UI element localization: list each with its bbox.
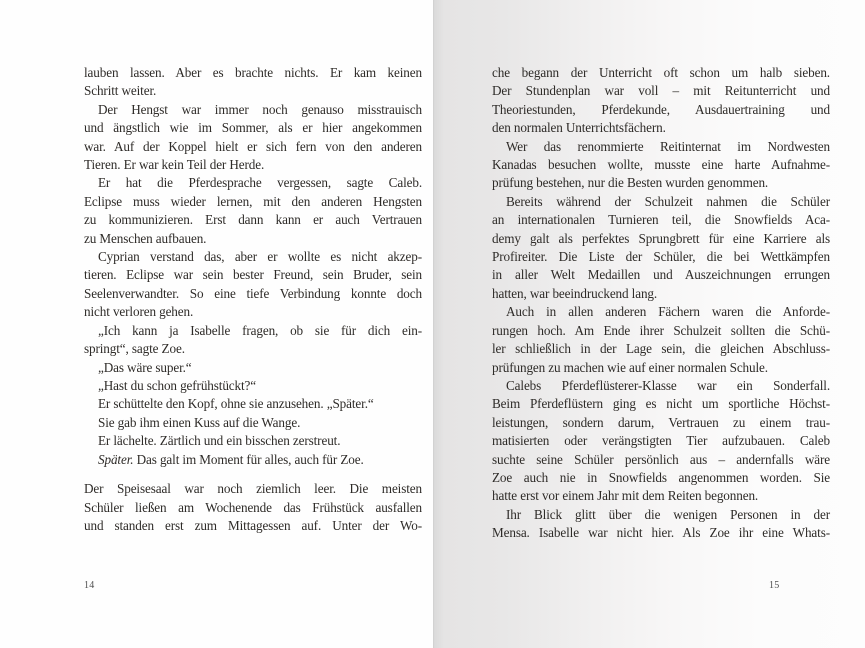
paragraph xyxy=(84,480,422,535)
text-line: Kanadas besuchen wollte, musste eine harte Aufnahme- xyxy=(492,157,830,173)
text-line: hatte erst vor einem Jahr mit dem Reiten begonnen. xyxy=(492,488,759,504)
text-line: che begann der Unterricht oft schon um halb sieben. xyxy=(492,65,830,80)
paragraph xyxy=(84,64,422,101)
right-page-text-block xyxy=(492,64,830,543)
paragraph xyxy=(492,193,830,303)
text-line: hatten, war beeindruckend lang. xyxy=(492,285,658,301)
text-line: tieren. Eclipse war sein bester Freund, sein Bruder, sein xyxy=(84,267,422,283)
text-line: „Das wäre super.“ xyxy=(98,359,192,375)
paragraph xyxy=(84,377,422,395)
text-line: Er lächelte. Zärtlich und ein bisschen zerstreut. xyxy=(98,433,341,449)
text-line: lauben lassen. Aber es brachte nichts. Er kam keinen xyxy=(84,65,422,80)
text-line: „Ich kann ja Isabelle fragen, ob sie für dich ein- xyxy=(98,322,422,338)
text-line: Er schüttelte den Kopf, ohne sie anzusehen. „Später.“ xyxy=(98,396,374,412)
text-line: Der Stundenplan war voll – mit Reitunterricht und xyxy=(492,83,830,99)
paragraph xyxy=(84,432,422,450)
page-number-right: 15 xyxy=(769,580,780,591)
text-line: Beim Pferdeflüstern ging es nicht um sportliche Höchst- xyxy=(492,396,830,412)
text-line: Später. Das galt im Moment für alles, auch für Zoe. xyxy=(98,451,364,467)
text-line: Eclipse muss wieder lernen, mit den anderen Hengsten xyxy=(84,193,422,209)
text-line: Calebs Pferdeflüsterer-Klasse war ein Sonderfall. xyxy=(506,377,830,393)
text-line: Mensa. Isabelle war nicht hier. Als Zoe ihr eine Whats- xyxy=(492,525,830,541)
text-line: Tieren. Er war kein Teil der Herde. xyxy=(84,157,265,173)
text-line: rungen hoch. Am Ende ihrer Schulzeit sollten die Schü- xyxy=(492,322,830,338)
paragraph xyxy=(84,451,422,469)
text-line: Auch in allen anderen Fächern waren die Anforde- xyxy=(506,304,830,320)
text-line: zu kommunizieren. Erst dann kann er auch Vertrauen xyxy=(84,212,422,228)
text-line: Ihr Blick glitt über die wenigen Personen in der xyxy=(506,506,830,522)
paragraph xyxy=(84,248,422,322)
left-page-text-block xyxy=(84,64,422,536)
text-line: prüfung bestehen, nur die Besten wurden genommen. xyxy=(492,175,769,191)
text-line: Der Hengst war immer noch genauso misstrauisch xyxy=(98,101,422,117)
text-line: Cyprian verstand das, aber er wollte es nicht akzep- xyxy=(98,249,422,265)
text-line: prüfungen zu machen wie auf einer normalen Schule. xyxy=(492,359,768,375)
text-line: den normalen Unterrichtsfächern. xyxy=(492,120,666,136)
text-line: Theoriestunden, Pferdekunde, Ausdauertraining und xyxy=(492,101,830,117)
text-line: „Hast du schon gefrühstückt?“ xyxy=(98,377,257,393)
text-line: Profireiter. Die Liste der Schüler, die bei Wettkämpfen xyxy=(492,249,830,265)
text-line: ler schließlich in der Lage sein, die gleichen Abschluss- xyxy=(492,341,830,357)
text-line: war. Auf der Koppel hielt er sich fern von den anderen xyxy=(84,138,422,154)
text-line: und ängstlich wie im Sommer, als er hier angekommen xyxy=(84,120,422,136)
book-page-right[interactable] xyxy=(433,0,865,648)
text-line: demy galt als perfektes Sprungbrett für eine Karriere als xyxy=(492,230,830,246)
text-line: nicht verloren gehen. xyxy=(84,304,194,320)
text-line: und standen erst zum Mittagessen auf. Unter der Wo- xyxy=(84,518,422,534)
text-line: Zoe auch nie in Snowfields angenommen worden. Sie xyxy=(492,469,830,485)
paragraph xyxy=(84,414,422,432)
paragraph xyxy=(492,138,830,193)
paragraph xyxy=(492,377,830,506)
paragraph xyxy=(84,322,422,359)
paragraph xyxy=(492,506,830,543)
text-line: springt“, sagte Zoe. xyxy=(84,341,185,357)
text-line: Der Speisesaal war noch ziemlich leer. Die meisten xyxy=(84,481,422,497)
text-line: Sie gab ihm einen Kuss auf die Wange. xyxy=(98,414,301,430)
page-number-left: 14 xyxy=(84,580,95,591)
text-line: Seelenverwandter. So eine tiefe Verbindung konnte doch xyxy=(84,285,422,301)
paragraph xyxy=(84,101,422,175)
text-line: in aller Welt Medaillen und Auszeichnungen errungen xyxy=(492,267,830,283)
paragraph xyxy=(492,303,830,377)
paragraph xyxy=(84,395,422,413)
text-line: Wer das renommierte Reitinternat im Nordwesten xyxy=(506,138,830,154)
text-line: suchte seine Schüler persönlich aus – andernfalls wäre xyxy=(492,451,830,467)
text-line: matisierten oder verängstigten Tier aufzubauen. Caleb xyxy=(492,433,830,449)
text-line: leistungen, sondern darum, Vertrauen zu einem trau- xyxy=(492,414,830,430)
text-line: Er hat die Pferdesprache vergessen, sagte Caleb. xyxy=(98,175,422,191)
paragraph xyxy=(492,64,830,138)
text-line: Bereits während der Schulzeit nahmen die Schüler xyxy=(506,193,830,209)
paragraph xyxy=(84,174,422,248)
text-line: Schüler ließen am Wochenende das Frühstück ausfallen xyxy=(84,499,422,515)
text-line: Schritt weiter. xyxy=(84,83,157,99)
text-line: an internationalen Turnieren teil, die Snowfields Aca- xyxy=(492,212,830,228)
paragraph xyxy=(84,359,422,377)
text-line: zu Menschen aufbauen. xyxy=(84,230,207,246)
